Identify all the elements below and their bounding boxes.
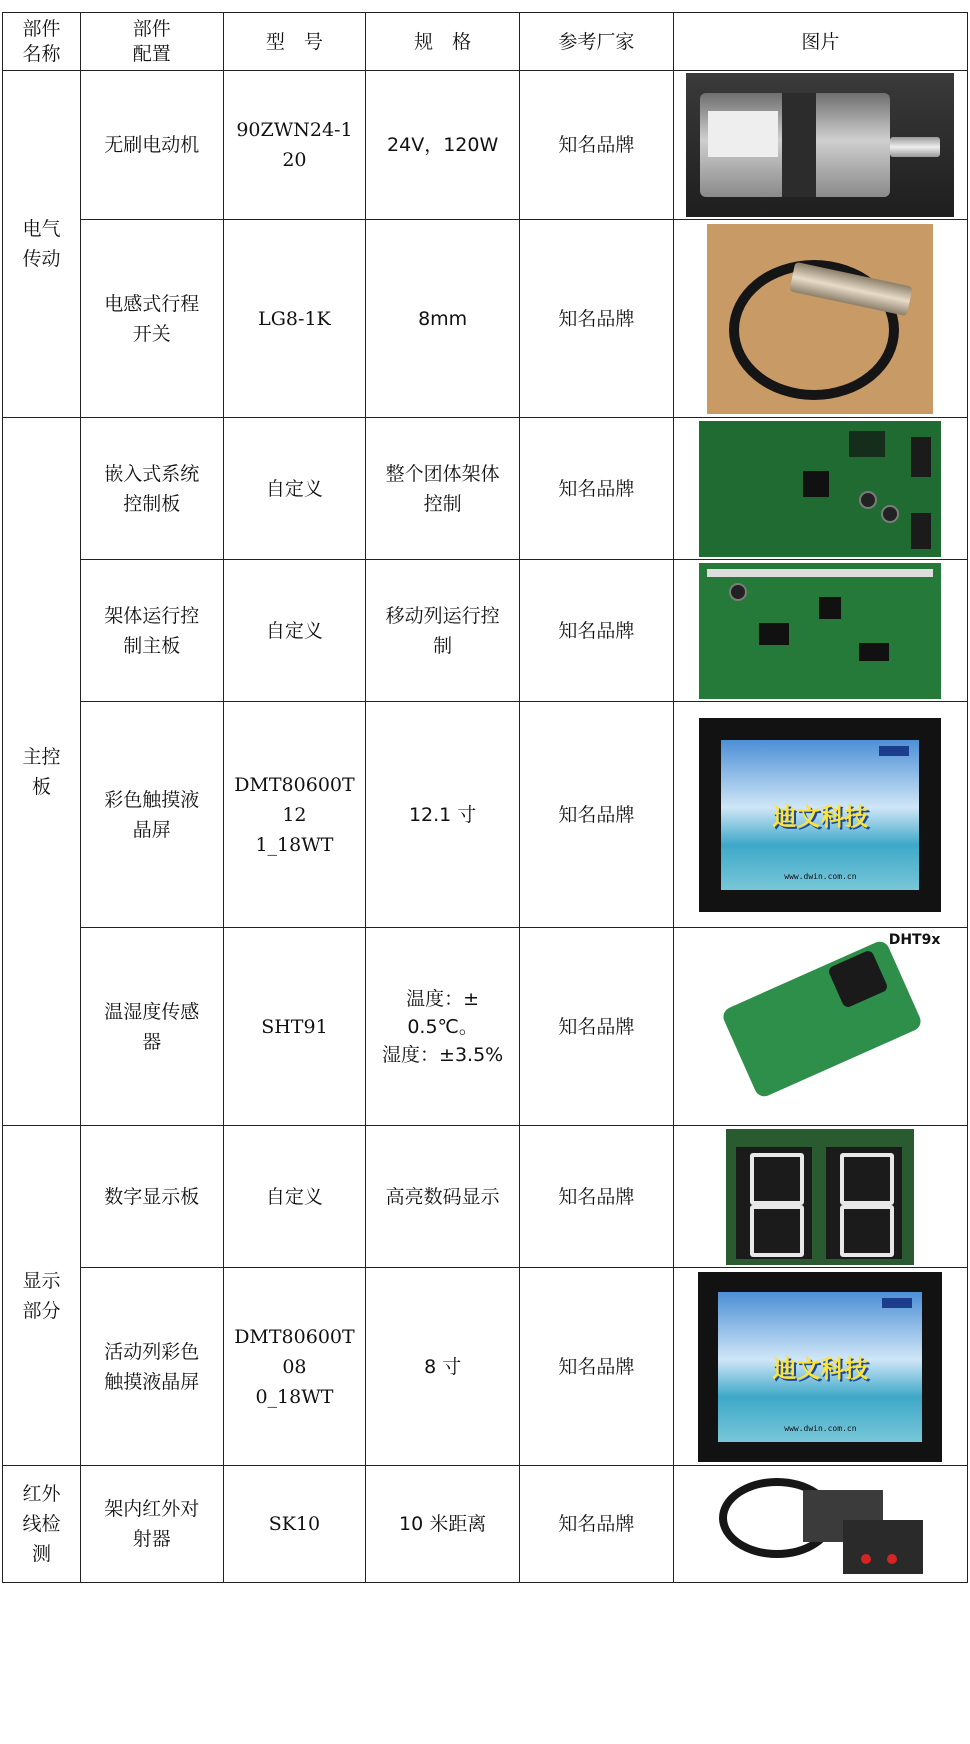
spec-cell: 8mm bbox=[366, 220, 520, 418]
model-cell: DMT80600T12 1_18WT bbox=[223, 702, 366, 928]
control-board-image bbox=[699, 421, 941, 557]
config-cell: 嵌入式系统 控制板 bbox=[81, 418, 224, 560]
config-cell: 彩色触摸液 晶屏 bbox=[81, 702, 224, 928]
humidity-sensor-image bbox=[698, 931, 942, 1123]
config-cell: 温湿度传感 器 bbox=[81, 928, 224, 1126]
table-row bbox=[3, 220, 968, 418]
spec-cell: 8 寸 bbox=[366, 1268, 520, 1466]
picture-cell bbox=[673, 418, 967, 560]
maker-cell: 知名品牌 bbox=[520, 928, 674, 1126]
spec-cell: 10 米距离 bbox=[366, 1466, 520, 1583]
picture-cell bbox=[673, 1126, 967, 1268]
group-ir-detect: 红外 线检 测 bbox=[3, 1466, 81, 1583]
model-cell: LG8-1K bbox=[223, 220, 366, 418]
maker-cell: 知名品牌 bbox=[520, 1466, 674, 1583]
component-spec-table bbox=[2, 12, 968, 1583]
table-row bbox=[3, 928, 968, 1126]
maker-cell: 知名品牌 bbox=[520, 418, 674, 560]
table-row bbox=[3, 71, 968, 220]
spec-cell: 移动列运行控 制 bbox=[366, 560, 520, 702]
header-model: 型 号 bbox=[223, 13, 366, 71]
maker-cell: 知名品牌 bbox=[520, 1126, 674, 1268]
picture-cell bbox=[673, 1268, 967, 1466]
model-cell: DMT80600T08 0_18WT bbox=[223, 1268, 366, 1466]
picture-cell bbox=[673, 702, 967, 928]
config-cell: 电感式行程 开关 bbox=[81, 220, 224, 418]
group-display: 显示 部分 bbox=[3, 1126, 81, 1466]
inductive-switch-image bbox=[707, 224, 933, 414]
spec-cell: 24V，120W bbox=[366, 71, 520, 220]
picture-cell bbox=[673, 71, 967, 220]
model-cell: 90ZWN24-120 bbox=[223, 71, 366, 220]
model-cell: 自定义 bbox=[223, 1126, 366, 1268]
config-cell: 无刷电动机 bbox=[81, 71, 224, 220]
infrared-sensor-image bbox=[713, 1468, 927, 1580]
model-cell: 自定义 bbox=[223, 418, 366, 560]
config-cell: 架内红外对 射器 bbox=[81, 1466, 224, 1583]
header-config: 部件 配置 bbox=[81, 13, 224, 71]
header-part-name: 部件 名称 bbox=[3, 13, 81, 71]
table-header-row bbox=[3, 13, 968, 71]
maker-cell: 知名品牌 bbox=[520, 1268, 674, 1466]
maker-cell: 知名品牌 bbox=[520, 71, 674, 220]
lcd-brand-text: 迪文科技 bbox=[772, 1354, 869, 1383]
humidity-tag-text: DHT9x bbox=[888, 931, 941, 948]
picture-cell bbox=[673, 220, 967, 418]
spec-cell: 12.1 寸 bbox=[366, 702, 520, 928]
config-cell: 架体运行控 制主板 bbox=[81, 560, 224, 702]
digit-display-image bbox=[726, 1129, 914, 1265]
config-cell: 数字显示板 bbox=[81, 1126, 224, 1268]
table-row bbox=[3, 1466, 968, 1583]
main-board-image bbox=[699, 563, 941, 699]
lcd-url-text: www.dwin.com.cn bbox=[784, 1423, 857, 1433]
lcd-screen-image bbox=[699, 718, 941, 912]
maker-cell: 知名品牌 bbox=[520, 560, 674, 702]
spec-cell: 整个团体架体 控制 bbox=[366, 418, 520, 560]
table-row bbox=[3, 560, 968, 702]
model-cell: 自定义 bbox=[223, 560, 366, 702]
lcd-url-text: www.dwin.com.cn bbox=[784, 871, 857, 881]
picture-cell bbox=[673, 560, 967, 702]
header-spec: 规 格 bbox=[366, 13, 520, 71]
group-electric-drive: 电气 传动 bbox=[3, 71, 81, 418]
picture-cell bbox=[673, 1466, 967, 1583]
model-cell: SK10 bbox=[223, 1466, 366, 1583]
model-cell: SHT91 bbox=[223, 928, 366, 1126]
header-maker: 参考厂家 bbox=[520, 13, 674, 71]
spec-cell: 高亮数码显示 bbox=[366, 1126, 520, 1268]
spec-cell: 温度：± 0.5℃。 湿度：±3.5% bbox=[366, 928, 520, 1126]
header-picture: 图片 bbox=[673, 13, 967, 71]
table-row bbox=[3, 702, 968, 928]
lcd-screen-image bbox=[698, 1272, 942, 1462]
lcd-brand-text: 迪文科技 bbox=[772, 802, 869, 831]
maker-cell: 知名品牌 bbox=[520, 702, 674, 928]
picture-cell bbox=[673, 928, 967, 1126]
config-cell: 活动列彩色 触摸液晶屏 bbox=[81, 1268, 224, 1466]
table-row bbox=[3, 1268, 968, 1466]
brushless-motor-image bbox=[686, 73, 954, 217]
table-row bbox=[3, 418, 968, 560]
table-row bbox=[3, 1126, 968, 1268]
group-main-board: 主控 板 bbox=[3, 418, 81, 1126]
maker-cell: 知名品牌 bbox=[520, 220, 674, 418]
